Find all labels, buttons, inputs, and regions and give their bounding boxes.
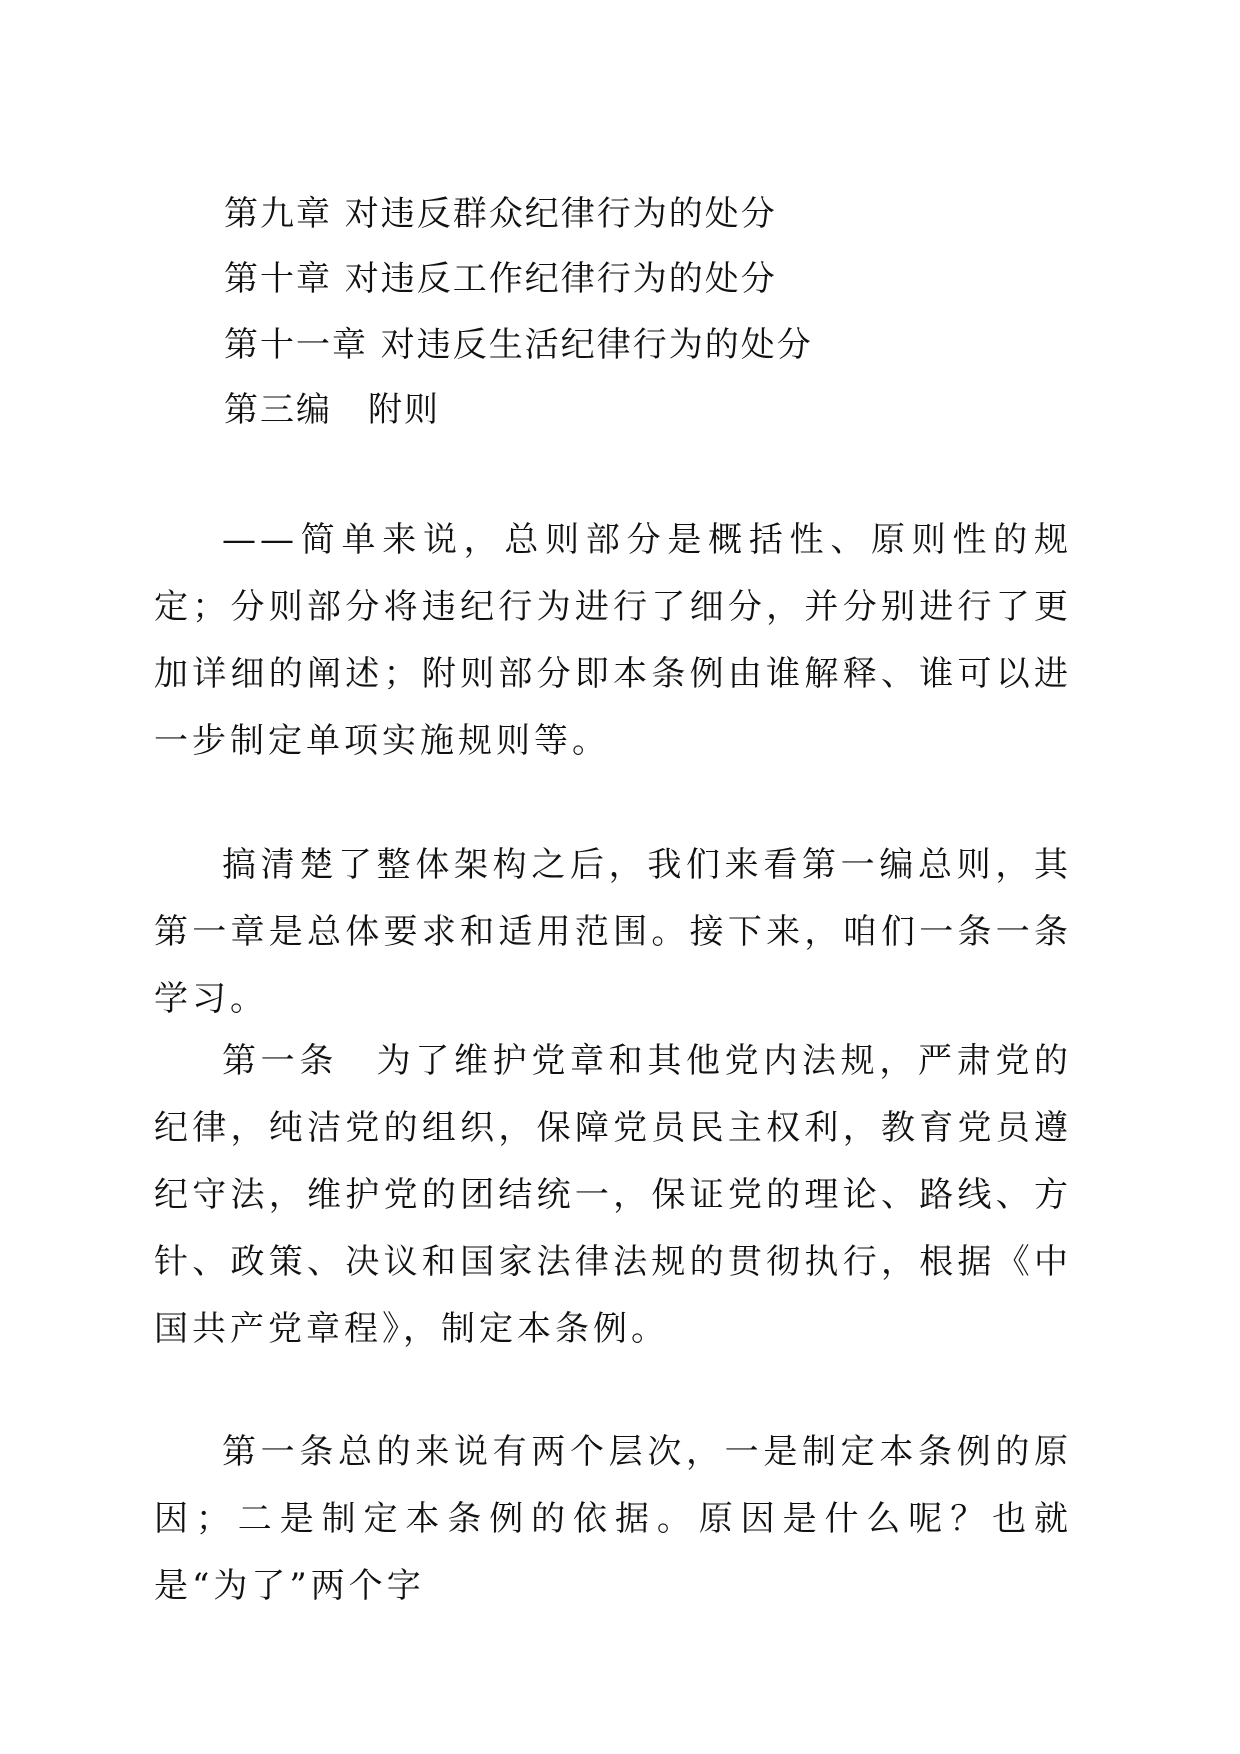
toc-chapter-9: 第九章 对违反群众纪律行为的处分 [224,194,777,234]
paragraph-structure: 搞清楚了整体架构之后，我们来看第一编总则，其第一章是总体要求和适用范围。接下来，咱们一条一条学习。 [154,845,1072,1019]
toc-chapter-11: 第十一章 对违反生活纪律行为的处分 [224,325,813,365]
paragraph-article-1: 第一条 为了维护党章和其他党内法规，严肃党的纪律，纯洁党的组织，保障党员民主权利，教育党员遵纪守法，维护党的团结统一，保证党的理论、路线、方针、政策、决议和国家法律法规的贯彻执行，根据《中国共产党章程》，制定本条例。 [154,1041,1072,1349]
paragraph-article-1-explanation: 第一条总的来说有两个层次，一是制定本条例的原因；二是制定本条例的依据。原因是什么呢？也就是“为了”两个字 [154,1432,1072,1606]
toc-part-3: 第三编 附则 [224,390,440,430]
paragraph-summary: ——简单来说，总则部分是概括性、原则性的规定；分则部分将违纪行为进行了细分，并分别进行了更加详细的阐述；附则部分即本条例由谁解释、谁可以进一步制定单项实施规则等。 [154,520,1072,761]
toc-chapter-10: 第十章 对违反工作纪律行为的处分 [224,259,777,299]
